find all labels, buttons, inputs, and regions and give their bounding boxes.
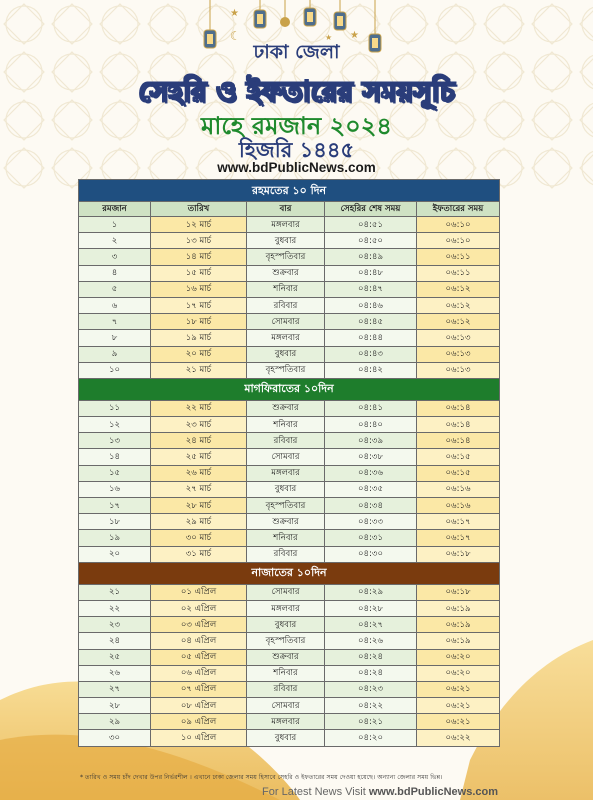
- sehri-time-cell: ০৪:৫১: [325, 217, 417, 233]
- table-row: [79, 481, 500, 497]
- sehri-time-cell: ০৪:৩০: [325, 546, 417, 562]
- iftar-time-cell: ০৬:১৫: [417, 465, 500, 481]
- iftar-time-cell: ০৬:১৯: [417, 617, 500, 633]
- date-cell: ১০ এপ্রিল: [151, 730, 247, 746]
- ramadan-day-cell: ২৮: [79, 698, 151, 714]
- sehri-time-cell: ০৪:৪১: [325, 400, 417, 416]
- date-cell: ১৩ মার্চ: [151, 233, 247, 249]
- ramadan-day-cell: ১০: [79, 362, 151, 378]
- lantern-icon: [369, 34, 381, 52]
- ramadan-day-cell: ২২: [79, 600, 151, 616]
- table-row: [79, 362, 500, 378]
- ramadan-day-cell: ১৬: [79, 481, 151, 497]
- iftar-time-cell: ০৬:২২: [417, 730, 500, 746]
- ornament-icon: [280, 17, 290, 27]
- date-cell: ২৩ মার্চ: [151, 417, 247, 433]
- iftar-time-cell: ০৬:১৭: [417, 514, 500, 530]
- date-cell: ০১ এপ্রিল: [151, 584, 247, 600]
- column-header: তারিখ: [151, 202, 247, 217]
- column-header-row: [79, 202, 500, 217]
- star-icon: ★: [325, 33, 333, 42]
- date-cell: ২৫ মার্চ: [151, 449, 247, 465]
- ramadan-day-cell: ১৭: [79, 498, 151, 514]
- iftar-time-cell: ০৬:১৮: [417, 584, 500, 600]
- date-cell: ১৪ মার্চ: [151, 249, 247, 265]
- date-cell: ০৭ এপ্রিল: [151, 681, 247, 697]
- sehri-time-cell: ০৪:২২: [325, 698, 417, 714]
- table-row: [79, 217, 500, 233]
- table-row: [79, 514, 500, 530]
- page-subtitle: মাহে রমজান ২০২৪: [201, 112, 392, 140]
- date-cell: ২৯ মার্চ: [151, 514, 247, 530]
- weekday-cell: শুক্রবার: [247, 514, 325, 530]
- weekday-cell: রবিবার: [247, 546, 325, 562]
- ramadan-day-cell: ২১: [79, 584, 151, 600]
- date-cell: ১৫ মার্চ: [151, 265, 247, 281]
- iftar-time-cell: ০৬:১৩: [417, 346, 500, 362]
- sehri-time-cell: ০৪:২৯: [325, 584, 417, 600]
- sehri-time-cell: ০৪:৩১: [325, 530, 417, 546]
- table-row: [79, 265, 500, 281]
- section-header-row: [79, 378, 500, 400]
- table-row: [79, 649, 500, 665]
- sehri-time-cell: ০৪:২৪: [325, 649, 417, 665]
- iftar-time-cell: ০৬:১৪: [417, 400, 500, 416]
- ramadan-day-cell: ২০: [79, 546, 151, 562]
- sehri-time-cell: ০৪:৫০: [325, 233, 417, 249]
- iftar-time-cell: ০৬:১৪: [417, 433, 500, 449]
- iftar-time-cell: ০৬:১৬: [417, 498, 500, 514]
- weekday-cell: বৃহস্পতিবার: [247, 498, 325, 514]
- sehri-time-cell: ০৪:২০: [325, 730, 417, 746]
- table-row: [79, 314, 500, 330]
- hijri-year: হিজরি ১৪৪৫: [238, 138, 355, 162]
- weekday-cell: শনিবার: [247, 281, 325, 297]
- footer-credit: [262, 786, 498, 798]
- sehri-time-cell: ০৪:৪৩: [325, 346, 417, 362]
- table-row: [79, 297, 500, 313]
- date-cell: ২৪ মার্চ: [151, 433, 247, 449]
- date-cell: ৩১ মার্চ: [151, 546, 247, 562]
- table-row: [79, 249, 500, 265]
- weekday-cell: বুধবার: [247, 346, 325, 362]
- iftar-time-cell: ০৬:১৪: [417, 417, 500, 433]
- table-row: [79, 233, 500, 249]
- footnote: * তারিখ ও সময় চাঁদ দেখার উপর নির্ভরশীল । এখানে ঢাকা জেলার সময় হিসাবে সেহরি ও ইফতারের সময় দেওয়া হয়েছে। অন্যান্য জেলার সময় ভিন্ন।: [80, 774, 443, 781]
- ramadan-day-cell: ২৯: [79, 714, 151, 730]
- weekday-cell: বুধবার: [247, 617, 325, 633]
- table-row: [79, 584, 500, 600]
- sehri-time-cell: ০৪:২৪: [325, 665, 417, 681]
- date-cell: ১৮ মার্চ: [151, 314, 247, 330]
- weekday-cell: মঙ্গলবার: [247, 217, 325, 233]
- sehri-time-cell: ০৪:৩৪: [325, 498, 417, 514]
- date-cell: ০৯ এপ্রিল: [151, 714, 247, 730]
- iftar-time-cell: ০৬:২১: [417, 714, 500, 730]
- website-link[interactable]: www.bdPublicNews.com: [217, 160, 376, 175]
- star-icon: ★: [350, 30, 359, 41]
- weekday-cell: বুধবার: [247, 233, 325, 249]
- table-row: [79, 730, 500, 746]
- iftar-time-cell: ০৬:১২: [417, 314, 500, 330]
- crescent-icon: ☾: [230, 29, 241, 43]
- sehri-time-cell: ০৪:৪২: [325, 362, 417, 378]
- date-cell: ০৬ এপ্রিল: [151, 665, 247, 681]
- column-header: ইফতারের সময়: [417, 202, 500, 217]
- table-row: [79, 698, 500, 714]
- sehri-time-cell: ০৪:৪৭: [325, 281, 417, 297]
- sehri-time-cell: ০৪:২৬: [325, 633, 417, 649]
- date-cell: ২৬ মার্চ: [151, 465, 247, 481]
- ramadan-day-cell: ১৪: [79, 449, 151, 465]
- schedule-table: [78, 179, 500, 747]
- iftar-time-cell: ০৬:১৭: [417, 530, 500, 546]
- iftar-time-cell: ০৬:২০: [417, 665, 500, 681]
- table-row: [79, 546, 500, 562]
- table-row: [79, 714, 500, 730]
- weekday-cell: মঙ্গলবার: [247, 714, 325, 730]
- sehri-time-cell: ০৪:৪৮: [325, 265, 417, 281]
- section-title: রহমতের ১০ দিন: [79, 180, 500, 202]
- table-row: [79, 400, 500, 416]
- lantern-icon: [204, 30, 216, 48]
- weekday-cell: মঙ্গলবার: [247, 600, 325, 616]
- sehri-time-cell: ০৪:৩৩: [325, 514, 417, 530]
- ramadan-day-cell: ১২: [79, 417, 151, 433]
- date-cell: ১৯ মার্চ: [151, 330, 247, 346]
- table-row: [79, 346, 500, 362]
- iftar-time-cell: ০৬:১২: [417, 281, 500, 297]
- sehri-time-cell: ০৪:২১: [325, 714, 417, 730]
- ramadan-day-cell: ১৮: [79, 514, 151, 530]
- ramadan-day-cell: ১৩: [79, 433, 151, 449]
- weekday-cell: বৃহস্পতিবার: [247, 249, 325, 265]
- date-cell: ২২ মার্চ: [151, 400, 247, 416]
- date-cell: ৩০ মার্চ: [151, 530, 247, 546]
- section-title: নাজাতের ১০দিন: [79, 562, 500, 584]
- weekday-cell: বৃহস্পতিবার: [247, 633, 325, 649]
- section-title: মাগফিরাতের ১০দিন: [79, 378, 500, 400]
- weekday-cell: বুধবার: [247, 730, 325, 746]
- weekday-cell: রবিবার: [247, 297, 325, 313]
- sehri-time-cell: ০৪:৪০: [325, 417, 417, 433]
- weekday-cell: মঙ্গলবার: [247, 465, 325, 481]
- date-cell: ০২ এপ্রিল: [151, 600, 247, 616]
- date-cell: ১২ মার্চ: [151, 217, 247, 233]
- iftar-time-cell: ০৬:১৩: [417, 330, 500, 346]
- table-row: [79, 330, 500, 346]
- table-row: [79, 417, 500, 433]
- weekday-cell: শনিবার: [247, 530, 325, 546]
- weekday-cell: শুক্রবার: [247, 649, 325, 665]
- ramadan-day-cell: ২: [79, 233, 151, 249]
- weekday-cell: সোমবার: [247, 698, 325, 714]
- table-row: [79, 530, 500, 546]
- date-cell: ০৫ এপ্রিল: [151, 649, 247, 665]
- table-row: [79, 665, 500, 681]
- ramadan-day-cell: ১১: [79, 400, 151, 416]
- sehri-time-cell: ০৪:৩৫: [325, 481, 417, 497]
- weekday-cell: রবিবার: [247, 433, 325, 449]
- ramadan-day-cell: ২৫: [79, 649, 151, 665]
- ramadan-day-cell: ২৩: [79, 617, 151, 633]
- lanterns-decoration: [190, 0, 410, 60]
- iftar-time-cell: ০৬:১৬: [417, 481, 500, 497]
- ramadan-day-cell: ১: [79, 217, 151, 233]
- weekday-cell: সোমবার: [247, 584, 325, 600]
- date-cell: ২১ মার্চ: [151, 362, 247, 378]
- ramadan-day-cell: ৬: [79, 297, 151, 313]
- iftar-time-cell: ০৬:২১: [417, 698, 500, 714]
- date-cell: ২০ মার্চ: [151, 346, 247, 362]
- iftar-time-cell: ০৬:২০: [417, 649, 500, 665]
- sehri-time-cell: ০৪:৪৫: [325, 314, 417, 330]
- table-row: [79, 281, 500, 297]
- date-cell: ১৭ মার্চ: [151, 297, 247, 313]
- ramadan-day-cell: ২৪: [79, 633, 151, 649]
- footer-prefix: For Latest News Visit: [262, 786, 366, 798]
- weekday-cell: শুক্রবার: [247, 400, 325, 416]
- date-cell: ০৮ এপ্রিল: [151, 698, 247, 714]
- sehri-time-cell: ০৪:৪৪: [325, 330, 417, 346]
- ramadan-day-cell: ৪: [79, 265, 151, 281]
- column-header: সেহরির শেষ সময়: [325, 202, 417, 217]
- weekday-cell: সোমবার: [247, 314, 325, 330]
- ramadan-day-cell: ২৬: [79, 665, 151, 681]
- iftar-time-cell: ০৬:১০: [417, 233, 500, 249]
- iftar-time-cell: ০৬:১২: [417, 297, 500, 313]
- date-cell: ২৭ মার্চ: [151, 481, 247, 497]
- weekday-cell: বৃহস্পতিবার: [247, 362, 325, 378]
- date-cell: ১৬ মার্চ: [151, 281, 247, 297]
- table-row: [79, 600, 500, 616]
- iftar-time-cell: ০৬:১৫: [417, 449, 500, 465]
- table-row: [79, 633, 500, 649]
- iftar-time-cell: ০৬:১৩: [417, 362, 500, 378]
- lantern-icon: [304, 8, 316, 26]
- ramadan-day-cell: ৩: [79, 249, 151, 265]
- table-row: [79, 498, 500, 514]
- iftar-time-cell: ০৬:১০: [417, 217, 500, 233]
- sehri-time-cell: ০৪:৩৬: [325, 465, 417, 481]
- table-row: [79, 465, 500, 481]
- sehri-time-cell: ০৪:২৩: [325, 681, 417, 697]
- footer-site-link[interactable]: www.bdPublicNews.com: [368, 786, 498, 798]
- lantern-icon: [254, 10, 266, 28]
- ramadan-day-cell: ৭: [79, 314, 151, 330]
- page-title: সেহরি ও ইফতারের সময়সূচি: [138, 75, 455, 108]
- date-cell: ০৩ এপ্রিল: [151, 617, 247, 633]
- ramadan-day-cell: ১৫: [79, 465, 151, 481]
- ramadan-day-cell: ২৭: [79, 681, 151, 697]
- weekday-cell: রবিবার: [247, 681, 325, 697]
- column-header: বার: [247, 202, 325, 217]
- iftar-time-cell: ০৬:১১: [417, 265, 500, 281]
- ramadan-day-cell: ৩০: [79, 730, 151, 746]
- sehri-time-cell: ০৪:৩৯: [325, 433, 417, 449]
- ramadan-day-cell: ১৯: [79, 530, 151, 546]
- weekday-cell: শুক্রবার: [247, 265, 325, 281]
- date-cell: ০৪ এপ্রিল: [151, 633, 247, 649]
- lantern-icon: [334, 12, 346, 30]
- schedule-table-wrapper: [78, 179, 499, 747]
- ramadan-day-cell: ৫: [79, 281, 151, 297]
- ramadan-day-cell: ৮: [79, 330, 151, 346]
- weekday-cell: মঙ্গলবার: [247, 330, 325, 346]
- ramadan-day-cell: ৯: [79, 346, 151, 362]
- table-row: [79, 449, 500, 465]
- section-header-row: [79, 180, 500, 202]
- table-row: [79, 681, 500, 697]
- section-header-row: [79, 562, 500, 584]
- sehri-time-cell: ০৪:৪৬: [325, 297, 417, 313]
- date-cell: ২৮ মার্চ: [151, 498, 247, 514]
- star-icon: ★: [230, 8, 239, 19]
- sehri-time-cell: ০৪:২৮: [325, 600, 417, 616]
- weekday-cell: বুধবার: [247, 481, 325, 497]
- table-row: [79, 617, 500, 633]
- sehri-time-cell: ০৪:৪৯: [325, 249, 417, 265]
- iftar-time-cell: ০৬:১১: [417, 249, 500, 265]
- iftar-time-cell: ০৬:১৮: [417, 546, 500, 562]
- column-header: রমজান: [79, 202, 151, 217]
- sehri-time-cell: ০৪:২৭: [325, 617, 417, 633]
- weekday-cell: সোমবার: [247, 449, 325, 465]
- table-row: [79, 433, 500, 449]
- district-label: ঢাকা জেলা: [253, 41, 340, 63]
- iftar-time-cell: ০৬:১৯: [417, 600, 500, 616]
- weekday-cell: শনিবার: [247, 417, 325, 433]
- iftar-time-cell: ০৬:১৯: [417, 633, 500, 649]
- iftar-time-cell: ০৬:২১: [417, 681, 500, 697]
- sehri-time-cell: ০৪:৩৮: [325, 449, 417, 465]
- weekday-cell: শনিবার: [247, 665, 325, 681]
